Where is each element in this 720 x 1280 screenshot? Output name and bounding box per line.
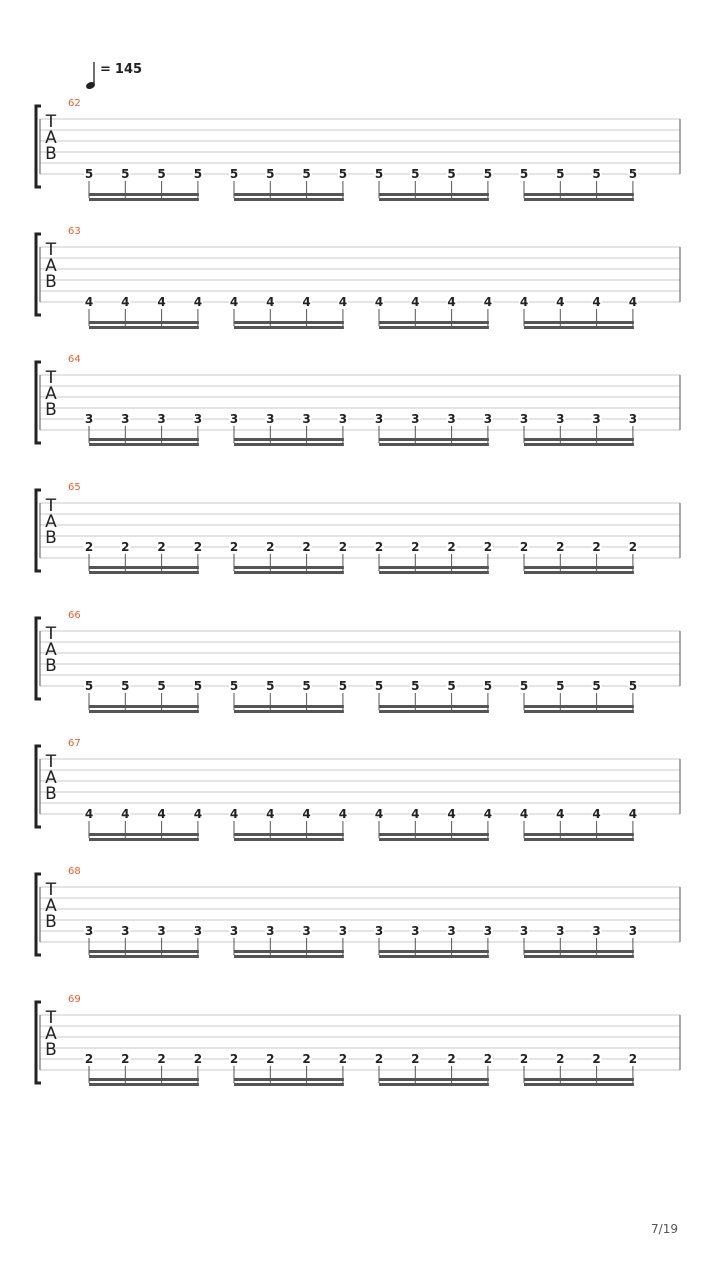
fret-number: 3	[229, 412, 239, 426]
measure-number: 62	[68, 98, 81, 109]
page-number: 7/19	[651, 1222, 678, 1236]
beam	[234, 198, 344, 201]
fret-number: 5	[519, 167, 529, 181]
fret-number: 5	[338, 167, 348, 181]
fret-number: 2	[411, 540, 420, 554]
beam	[234, 566, 344, 569]
fret-number: 3	[411, 412, 420, 426]
fret-number: 2	[338, 1052, 348, 1066]
fret-number: 5	[266, 167, 275, 181]
beam	[89, 321, 199, 324]
fret-number: 3	[266, 924, 275, 938]
fret-number: 4	[84, 807, 94, 821]
beam	[234, 326, 344, 329]
fret-number: 4	[121, 807, 130, 821]
fret-number: 4	[266, 807, 275, 821]
fret-number: 2	[374, 1052, 384, 1066]
beam	[234, 710, 344, 713]
fret-number: 4	[483, 295, 493, 309]
fret-number: 2	[193, 1052, 203, 1066]
fret-number: 5	[374, 679, 384, 693]
beam	[524, 198, 634, 201]
fret-number: 4	[592, 807, 601, 821]
fret-number: 2	[302, 540, 311, 554]
fret-number: 5	[447, 679, 456, 693]
fret-number: 4	[592, 295, 601, 309]
fret-number: 4	[483, 807, 493, 821]
tab-clef-t: T	[45, 112, 57, 132]
fret-number: 4	[338, 807, 348, 821]
fret-number: 3	[374, 924, 384, 938]
measure-number: 67	[68, 738, 81, 749]
tab-system	[36, 482, 680, 574]
beam	[524, 571, 634, 574]
fret-number: 4	[556, 295, 565, 309]
tab-clef-t: T	[45, 752, 57, 772]
fret-number: 4	[411, 807, 420, 821]
fret-number: 5	[447, 167, 456, 181]
fret-number: 3	[121, 412, 130, 426]
beam	[234, 571, 344, 574]
beam	[234, 1083, 344, 1086]
fret-number: 2	[266, 540, 275, 554]
fret-number: 4	[338, 295, 348, 309]
fret-number: 4	[519, 295, 529, 309]
beam	[89, 705, 199, 708]
measure-number: 69	[68, 994, 81, 1005]
tab-clef-t: T	[45, 1008, 57, 1028]
fret-number: 4	[556, 807, 565, 821]
tab-clef-t: T	[45, 368, 57, 388]
tab-clef-b: B	[45, 912, 57, 932]
tab-clef-b: B	[45, 1040, 57, 1060]
beam	[379, 955, 489, 958]
fret-number: 2	[556, 540, 565, 554]
fret-number: 4	[519, 807, 529, 821]
fret-number: 5	[411, 679, 420, 693]
fret-number: 2	[519, 1052, 529, 1066]
beam	[379, 566, 489, 569]
fret-number: 3	[592, 924, 601, 938]
fret-number: 2	[374, 540, 384, 554]
beam	[234, 443, 344, 446]
fret-number: 3	[556, 412, 565, 426]
beam	[89, 443, 199, 446]
tab-system	[36, 226, 680, 329]
fret-number: 3	[157, 924, 166, 938]
fret-number: 3	[519, 924, 529, 938]
tab-clef-a: A	[45, 256, 57, 276]
tab-clef-a: A	[45, 768, 57, 788]
beam	[524, 955, 634, 958]
beam	[379, 1083, 489, 1086]
fret-number: 3	[628, 412, 638, 426]
fret-number: 4	[157, 295, 166, 309]
beam	[89, 950, 199, 953]
fret-number: 3	[447, 412, 456, 426]
tab-system	[36, 738, 680, 841]
beam	[89, 710, 199, 713]
tab-clef-t: T	[45, 496, 57, 516]
fret-number: 3	[592, 412, 601, 426]
beam	[89, 838, 199, 841]
beam	[524, 193, 634, 196]
beam	[234, 705, 344, 708]
fret-number: 5	[628, 679, 638, 693]
beam	[89, 198, 199, 201]
fret-number: 3	[556, 924, 565, 938]
fret-number: 5	[302, 679, 311, 693]
fret-number: 5	[556, 167, 565, 181]
fret-number: 4	[193, 807, 203, 821]
fret-number: 5	[229, 167, 239, 181]
fret-number: 4	[302, 295, 311, 309]
beam	[379, 443, 489, 446]
tab-clef-a: A	[45, 384, 57, 404]
beam	[89, 1083, 199, 1086]
fret-number: 5	[229, 679, 239, 693]
fret-number: 3	[483, 412, 493, 426]
fret-number: 2	[447, 540, 456, 554]
fret-number: 2	[592, 1052, 601, 1066]
beam	[524, 705, 634, 708]
fret-number: 3	[374, 412, 384, 426]
fret-number: 5	[483, 679, 493, 693]
fret-number: 2	[556, 1052, 565, 1066]
measure-number: 65	[68, 482, 81, 493]
beam	[524, 833, 634, 836]
fret-number: 4	[447, 295, 456, 309]
fret-number: 3	[338, 412, 348, 426]
tab-clef-b: B	[45, 272, 57, 292]
beam	[524, 838, 634, 841]
beam	[234, 833, 344, 836]
beam	[379, 950, 489, 953]
measure-number: 68	[68, 866, 81, 877]
fret-number: 3	[302, 412, 311, 426]
fret-number: 4	[266, 295, 275, 309]
fret-number: 4	[411, 295, 420, 309]
fret-number: 2	[157, 1052, 166, 1066]
fret-number: 2	[121, 540, 130, 554]
tab-clef-a: A	[45, 1024, 57, 1044]
beam	[524, 566, 634, 569]
beam	[379, 193, 489, 196]
tab-system	[36, 866, 680, 958]
fret-number: 5	[121, 679, 130, 693]
tab-system	[36, 98, 680, 201]
fret-number: 5	[193, 679, 203, 693]
fret-number: 4	[157, 807, 166, 821]
fret-number: 5	[157, 167, 166, 181]
beam	[89, 955, 199, 958]
fret-number: 3	[193, 924, 203, 938]
fret-number: 4	[121, 295, 130, 309]
fret-number: 2	[121, 1052, 130, 1066]
measure-number: 64	[68, 354, 81, 365]
beam	[89, 438, 199, 441]
fret-number: 3	[121, 924, 130, 938]
fret-number: 2	[592, 540, 601, 554]
fret-number: 5	[84, 167, 94, 181]
fret-number: 2	[519, 540, 529, 554]
tab-clef-b: B	[45, 784, 57, 804]
tempo-value: = 145	[100, 62, 143, 77]
beam	[524, 710, 634, 713]
fret-number: 5	[84, 679, 94, 693]
beam	[524, 1083, 634, 1086]
fret-number: 5	[556, 679, 565, 693]
fret-number: 2	[483, 540, 493, 554]
tab-clef-t: T	[45, 624, 57, 644]
fret-number: 4	[229, 807, 239, 821]
tab-clef-a: A	[45, 128, 57, 148]
fret-number: 5	[302, 167, 311, 181]
fret-number: 2	[628, 1052, 638, 1066]
beam	[379, 838, 489, 841]
fret-number: 2	[302, 1052, 311, 1066]
beam	[379, 1078, 489, 1081]
beam	[234, 438, 344, 441]
beam	[524, 438, 634, 441]
beam	[379, 705, 489, 708]
fret-number: 2	[157, 540, 166, 554]
tab-clef-a: A	[45, 896, 57, 916]
beam	[89, 571, 199, 574]
fret-number: 5	[592, 679, 601, 693]
beam	[379, 321, 489, 324]
beam	[379, 438, 489, 441]
beam	[89, 193, 199, 196]
fret-number: 5	[193, 167, 203, 181]
beam	[379, 198, 489, 201]
beam	[524, 321, 634, 324]
fret-number: 2	[266, 1052, 275, 1066]
fret-number: 5	[121, 167, 130, 181]
fret-number: 2	[483, 1052, 493, 1066]
beam	[379, 710, 489, 713]
beam	[379, 326, 489, 329]
fret-number: 2	[84, 540, 94, 554]
fret-number: 2	[338, 540, 348, 554]
measure-number: 63	[68, 226, 81, 237]
fret-number: 4	[374, 807, 384, 821]
beam	[234, 950, 344, 953]
beam	[234, 1078, 344, 1081]
fret-number: 4	[628, 295, 638, 309]
fret-number: 3	[84, 924, 94, 938]
tab-clef-t: T	[45, 240, 57, 260]
beam	[234, 321, 344, 324]
fret-number: 3	[229, 924, 239, 938]
beam	[89, 833, 199, 836]
fret-number: 3	[411, 924, 420, 938]
beam	[524, 326, 634, 329]
beam	[379, 833, 489, 836]
beam	[234, 193, 344, 196]
fret-number: 4	[628, 807, 638, 821]
fret-number: 3	[266, 412, 275, 426]
measure-number: 66	[68, 610, 81, 621]
tab-system	[36, 994, 680, 1086]
fret-number: 2	[628, 540, 638, 554]
tab-clef-a: A	[45, 512, 57, 532]
fret-number: 2	[229, 540, 239, 554]
fret-number: 4	[229, 295, 239, 309]
fret-number: 3	[447, 924, 456, 938]
tab-clef-b: B	[45, 528, 57, 548]
beam	[89, 326, 199, 329]
tab-system	[36, 610, 680, 713]
fret-number: 3	[628, 924, 638, 938]
tab-clef-t: T	[45, 880, 57, 900]
fret-number: 5	[483, 167, 493, 181]
fret-number: 4	[193, 295, 203, 309]
fret-number: 3	[483, 924, 493, 938]
fret-number: 3	[193, 412, 203, 426]
fret-number: 4	[302, 807, 311, 821]
fret-number: 2	[193, 540, 203, 554]
tab-system	[36, 354, 680, 446]
beam	[89, 1078, 199, 1081]
fret-number: 5	[519, 679, 529, 693]
beam	[234, 955, 344, 958]
beam	[524, 1078, 634, 1081]
fret-number: 3	[84, 412, 94, 426]
fret-number: 2	[229, 1052, 239, 1066]
fret-number: 5	[157, 679, 166, 693]
fret-number: 3	[157, 412, 166, 426]
fret-number: 5	[592, 167, 601, 181]
beam	[379, 571, 489, 574]
fret-number: 2	[84, 1052, 94, 1066]
beam	[234, 838, 344, 841]
fret-number: 3	[302, 924, 311, 938]
fret-number: 2	[411, 1052, 420, 1066]
fret-number: 4	[447, 807, 456, 821]
tab-clef-a: A	[45, 640, 57, 660]
fret-number: 3	[338, 924, 348, 938]
fret-number: 4	[374, 295, 384, 309]
fret-number: 3	[519, 412, 529, 426]
tab-clef-b: B	[45, 400, 57, 420]
fret-number: 5	[411, 167, 420, 181]
fret-number: 2	[447, 1052, 456, 1066]
beam	[524, 443, 634, 446]
tab-clef-b: B	[45, 144, 57, 164]
tab-clef-b: B	[45, 656, 57, 676]
beam	[524, 950, 634, 953]
fret-number: 5	[266, 679, 275, 693]
fret-number: 4	[84, 295, 94, 309]
fret-number: 5	[628, 167, 638, 181]
beam	[89, 566, 199, 569]
fret-number: 5	[338, 679, 348, 693]
fret-number: 5	[374, 167, 384, 181]
